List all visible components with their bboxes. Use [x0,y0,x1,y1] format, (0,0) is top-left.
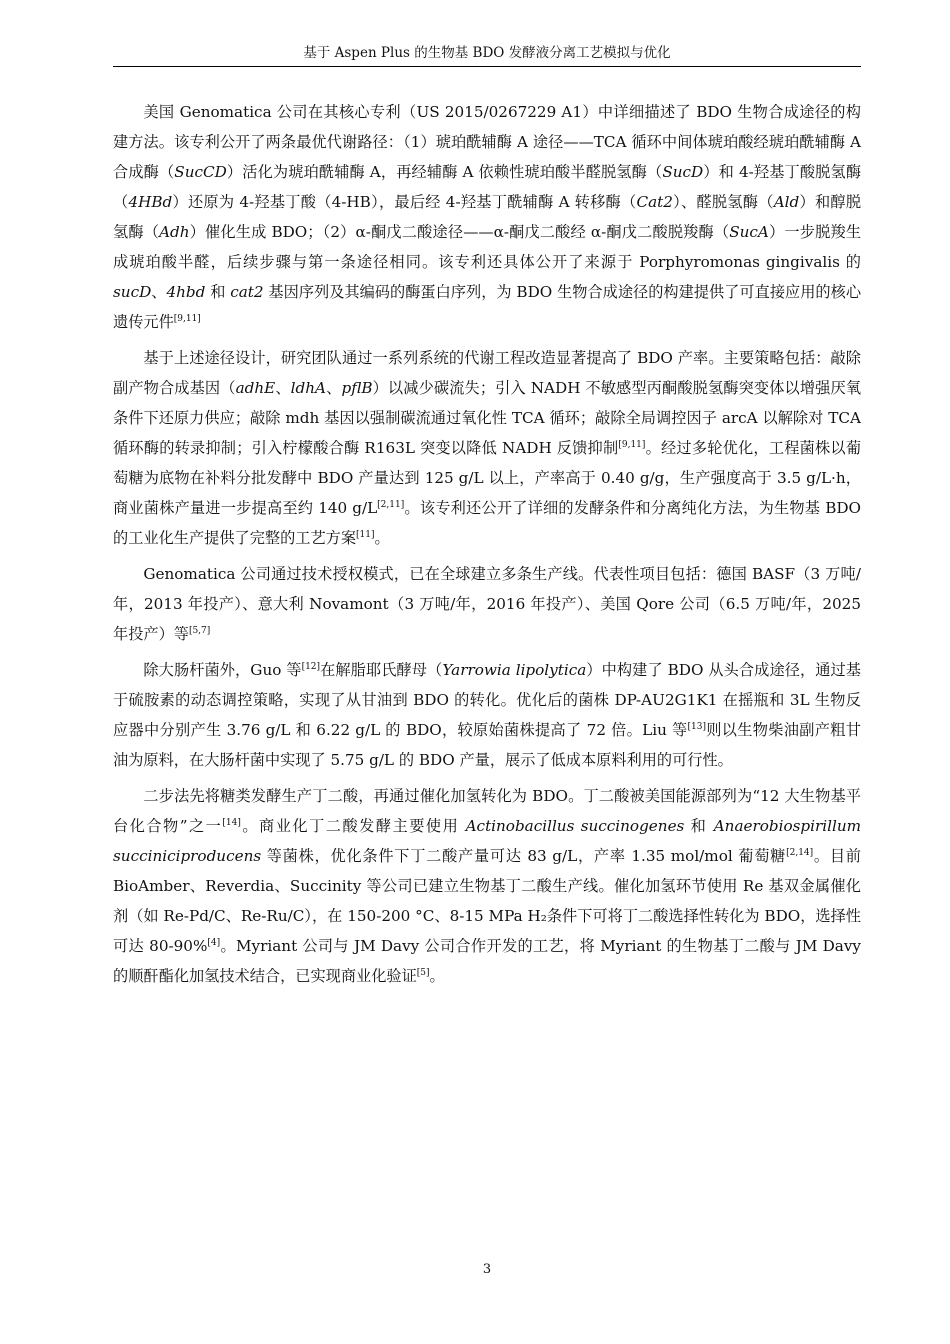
header-rule [113,66,861,67]
citation: [9,11] [618,440,646,450]
text: ）活化为琥珀酰辅酶 A，再经辅酶 A 依赖性琥珀酸半醛脱氢酶（ [226,163,663,181]
species-name: Anaerobiospirillum succiniciproducens [113,817,862,865]
gene-name: Ald [773,193,800,211]
text: ）一步脱羧生成琥珀酸半醛，后续步骤与第一条途径相同。该专利还具体公开了来源于 Porphyromonas gingivalis 的 [113,223,862,271]
text: 则以生物柴油副产粗甘油为原料，在大肠杆菌中实现了 5.75 g/L 的 BDO 产量，展示了低成本原料利用的可行性。 [113,721,861,769]
gene-name: Cat2 [636,193,673,211]
text: Genomatica 公司通过技术授权模式，已在全球建立多条生产线。代表性项目包括：德国 BASF（3 万吨/年，2013 年投产）、意大利 Novamont（3 万吨/年，2016 年投产）、美国 Qore 公司（6.5 万吨/年，2025 年投产）等 [113,565,861,643]
text: 、 [326,379,342,397]
citation: [4] [207,938,221,948]
body-text [113,97,861,997]
paragraph-genomatica-patent [113,97,861,337]
text: ）和 4-羟基丁酸脱氢酶（ [113,163,862,211]
gene-name: 4HBd [128,193,173,211]
citation: [2,11] [377,500,405,510]
text: 二步法先将糖类发酵生产丁二酸，再通过催化加氢转化为 BDO。丁二酸被美国能源部列为“12 大生物基平台化合物”之一 [113,787,861,835]
paragraph-yarrowia [113,655,861,775]
gene-name: 4hbd [166,283,206,301]
citation: [11] [356,530,375,540]
text: 、 [275,379,291,397]
text: 、 [151,283,167,301]
citation: [5,7] [188,626,211,636]
text: 等菌株，优化条件下丁二酸产量可达 83 g/L，产率 1.35 mol/mol 葡萄糖 [261,847,787,865]
text: 除大肠杆菌外，Guo 等 [143,661,302,679]
text: ）、醛脱氢酶（ [672,193,774,211]
text: ）中构建了 BDO 从头合成途径，通过基于硫胺素的动态调控策略，实现了从甘油到 BDO 的转化。优化后的菌株 DP-AU2G1K1 在摇瓶和 3L 生物反应器中分别产生 3.76 g/L 和 6.22 g/L 的 BDO，较原始菌株提高了 72 倍。Liu 等 [113,661,861,739]
text: 。经过多轮优化，工程菌株以葡萄糖为底物在补料分批发酵中 BDO 产量达到 125 g/L 以上，产率高于 0.40 g/g，生产强度高于 3.5 g/L·h，商业菌株产量进一步提高至约 140 g/L [113,439,862,517]
text: 。 [429,967,445,985]
gene-name: Adh [159,223,190,241]
text: 美国 Genomatica 公司在其核心专利（US 2015/0267229 A1）中详细描述了 BDO 生物合成途径的构建方法。该专利公开了两条最优代谢路径：（1）琥珀酰辅酶 A 途径——TCA 循环中间体琥珀酸经琥珀酰辅酶 A 合成酶（ [113,103,861,181]
gene-name: adhE [235,379,276,397]
paragraph-two-step [113,781,861,991]
running-header: 基于 Aspen Plus 的生物基 BDO 发酵液分离工艺模拟与优化 [303,45,671,61]
gene-name: SucA [729,223,769,241]
text: ）催化生成 BDO；（2）α-酮戊二酸途径——α-酮戊二酸经 α-酮戊二酸脱羧酶（ [189,223,730,241]
gene-name: SucD [662,163,704,181]
text: 基于上述途径设计，研究团队通过一系列系统的代谢工程改造显著提高了 BDO 产率。主要策略包括：敲除副产物合成基因（ [113,349,861,397]
text: 和 [205,283,231,301]
citation: [9,11] [173,314,201,324]
citation: [14] [222,818,241,828]
citation: [13] [687,722,706,732]
citation: [12] [301,662,321,672]
text: ）和醇脱氢酶（ [113,193,862,241]
gene-name: sucD [113,283,152,301]
gene-name: cat2 [230,283,264,301]
text: 。目前 BioAmber、Reverdia、Succinity 等公司已建立生物基丁二酸生产线。催化加氢环节使用 Re 基双金属催化剂（如 Re-Pd/C、Re-Ru/C），在 150-200 °C、8-15 MPa H₂条件下可将丁二酸选择性转化为 BDO，选择性可达 80-90% [113,847,861,955]
text: ）还原为 4-羟基丁酸（4-HB），最后经 4-羟基丁酰辅酶 A 转移酶（ [172,193,637,211]
text: 。Myriant 公司与 JM Davy 公司合作开发的工艺，将 Myriant 的生物基丁二酸与 JM Davy 的顺酐酯化加氢技术结合，已实现商业化验证 [113,937,861,985]
text: 。 [374,529,390,547]
paragraph-licensing [113,559,861,649]
species-name: Actinobacillus succinogenes [465,817,685,835]
text: 在解脂耶氏酵母（ [320,661,443,679]
text: ）以减少碳流失；引入 NADH 不敏感型丙酮酸脱氢酶突变体以增强厌氧条件下还原力供应；敲除 mdh 基因以强制碳流通过氧化性 TCA 循环；敲除全局调控因子 arcA 以解除对 TCA 循环酶的转录抑制；引入柠檬酸合酶 R163L 突变以降低 NADH 反馈抑制 [113,379,862,457]
text: 基因序列及其编码的酶蛋白序列，为 BDO 生物合成途径的构建提供了可直接应用的核心遗传元件 [113,283,862,331]
page-number: 3 [482,1262,492,1277]
citation: [2,14] [786,848,814,858]
paragraph-metabolic-engineering [113,343,861,553]
text: 。商业化丁二酸发酵主要使用 [240,817,466,835]
citation: [5] [416,968,430,978]
species-name: Yarrowia lipolytica [442,661,587,679]
gene-name: pflB [341,379,373,397]
gene-name: ldhA [290,379,327,397]
text: 。该专利还公开了详细的发酵条件和分离纯化方法，为生物基 BDO 的工业化生产提供了完整的工艺方案 [113,499,861,547]
text: 和 [684,817,714,835]
gene-name: SucCD [174,163,227,181]
